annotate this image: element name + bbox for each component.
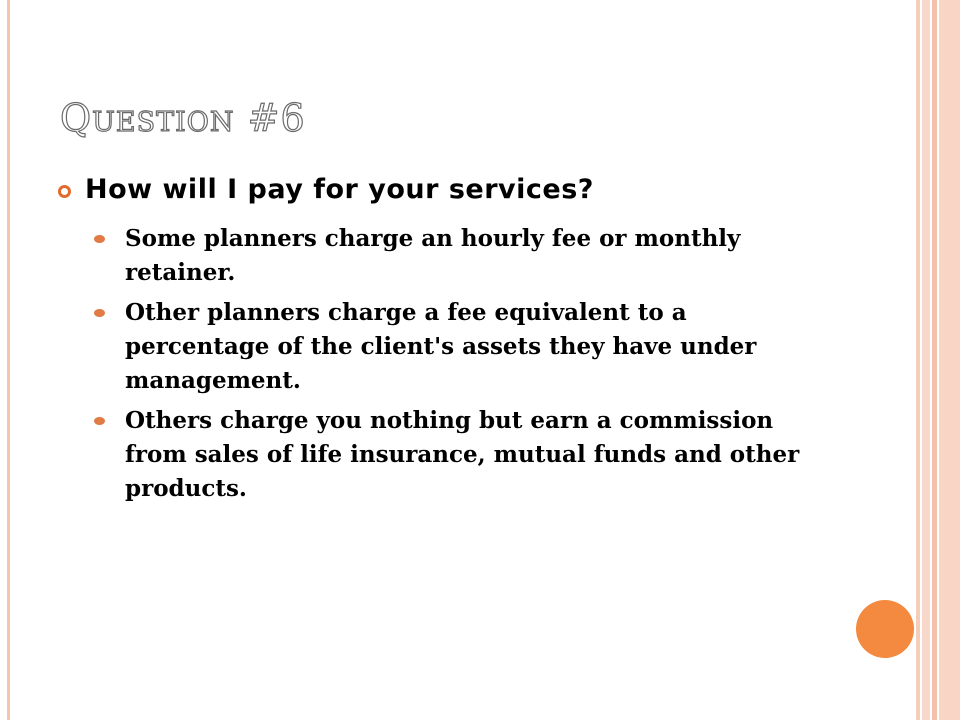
slide-title: Question #6 xyxy=(60,96,306,140)
sub-bullet-list xyxy=(94,222,814,512)
left-border-decoration xyxy=(7,0,10,720)
list-item xyxy=(94,404,814,506)
sub-bullet-text: Other planners charge a fee equivalent to a percentage of the client's assets they have under management. xyxy=(125,299,757,394)
right-stripe-decoration xyxy=(922,0,930,720)
right-stripe-decoration xyxy=(932,0,937,720)
list-item xyxy=(94,296,814,398)
sub-bullet-text: Others charge you nothing but earn a commission from sales of life insurance, mutual funds and other products. xyxy=(125,407,800,502)
dot-bullet-icon xyxy=(94,309,105,317)
right-stripe-decoration xyxy=(939,0,960,720)
main-bullet xyxy=(58,174,594,205)
main-bullet-text: How will I pay for your services? xyxy=(85,174,594,205)
list-item xyxy=(94,222,814,290)
right-stripe-decoration xyxy=(916,0,920,720)
ring-bullet-icon xyxy=(58,185,71,198)
dot-bullet-icon xyxy=(94,235,105,243)
sub-bullet-text: Some planners charge an hourly fee or monthly retainer. xyxy=(125,225,741,286)
dot-bullet-icon xyxy=(94,417,105,425)
orange-circle-decoration xyxy=(856,600,914,658)
